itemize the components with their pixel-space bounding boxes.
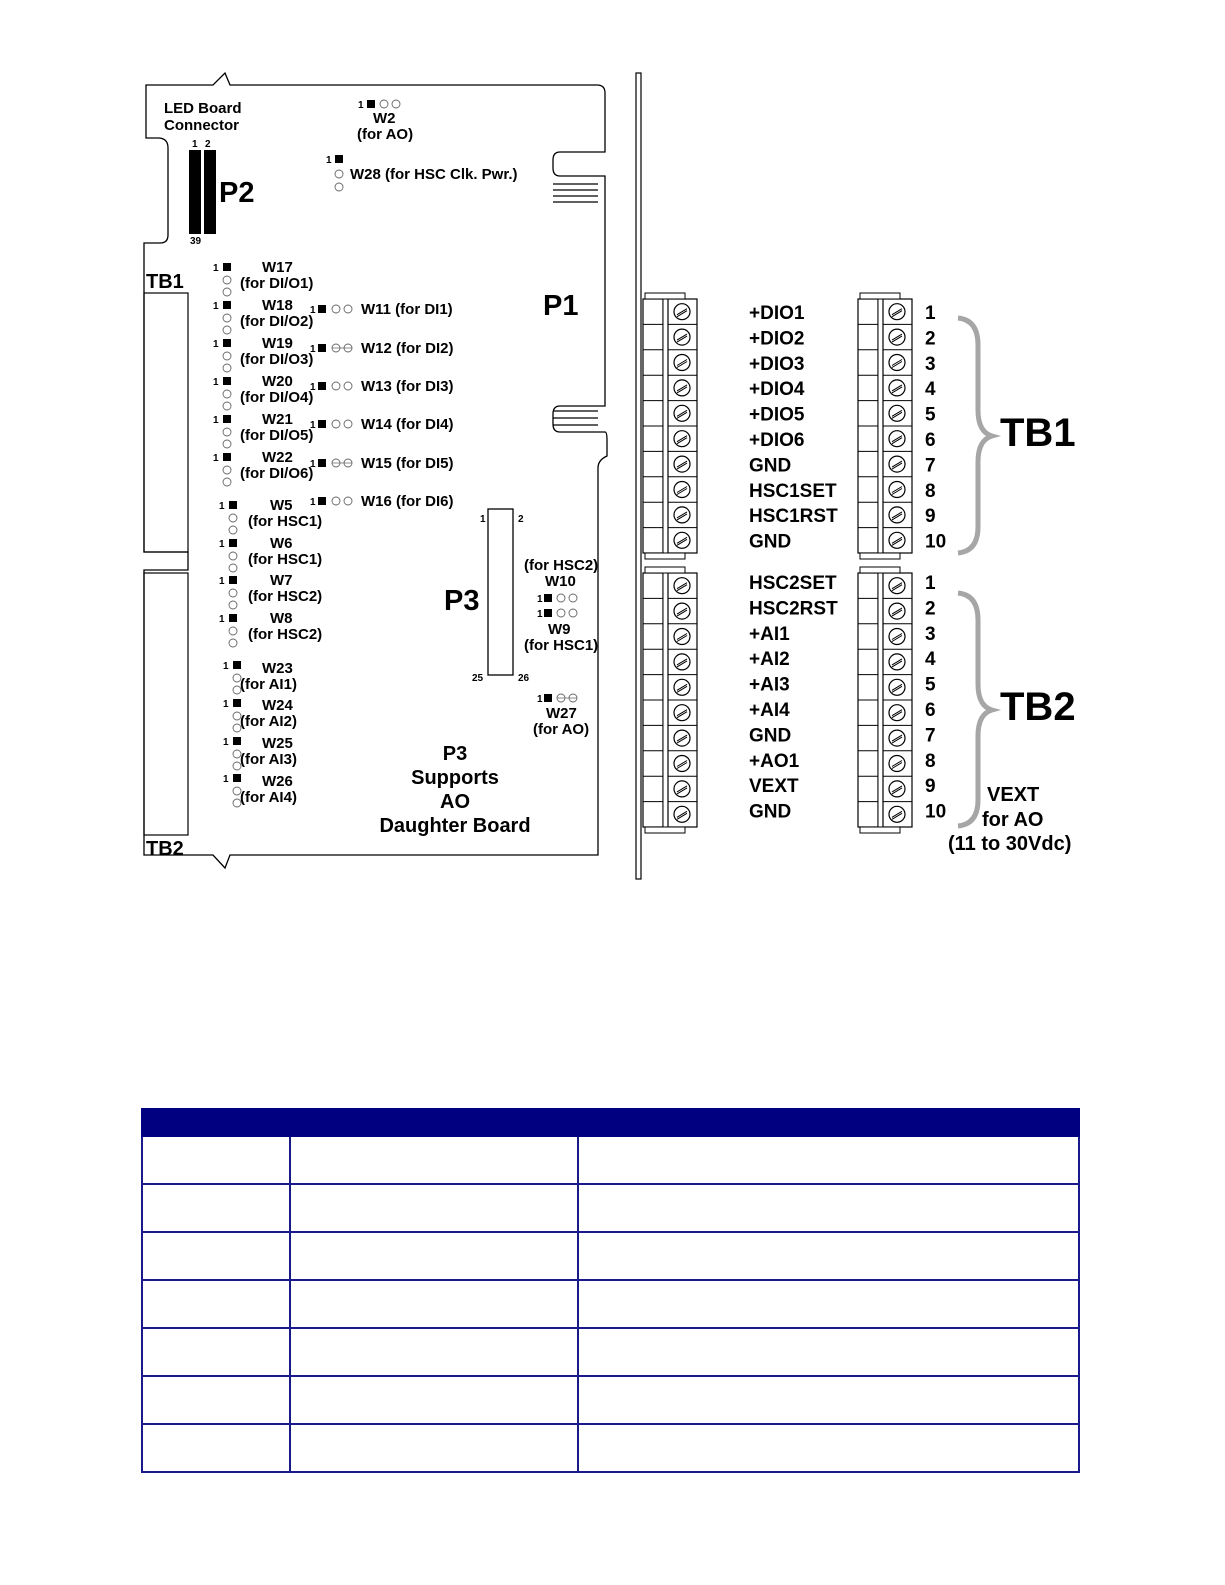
table-header-cell xyxy=(578,1109,1079,1136)
tb1-pin-number: 6 xyxy=(925,430,936,451)
jumper-pin-circle xyxy=(223,466,231,474)
table-cell xyxy=(290,1424,578,1472)
tb1-label: TB1 xyxy=(1000,411,1076,455)
side-rail xyxy=(636,73,641,879)
tb2-signal-label: VEXT xyxy=(749,776,799,798)
jumper-pin-circle xyxy=(332,382,340,390)
terminal-divider xyxy=(663,573,668,827)
jumper-pin-circle xyxy=(223,276,231,284)
jumper-label: W17 xyxy=(262,259,293,276)
p3-pin-26: 26 xyxy=(518,673,530,684)
table-cell xyxy=(578,1376,1079,1424)
jumper-pin-circle xyxy=(344,497,352,505)
jumper-pin1-label: 1 xyxy=(219,539,225,550)
table-cell xyxy=(290,1232,578,1280)
tb1-pin-number: 5 xyxy=(925,404,936,426)
p3-note-line1: P3 xyxy=(442,743,468,765)
tb2-signal-label: GND xyxy=(749,801,792,823)
jumper-pin-circle xyxy=(223,288,231,296)
tb2-pin-number: 1 xyxy=(925,573,936,594)
p2-pin-1: 1 xyxy=(192,139,198,150)
w9-label: W9 xyxy=(548,621,571,638)
tb1-signal-label: GND xyxy=(749,531,792,553)
w10-label: W10 xyxy=(545,573,576,590)
terminal-bottom-tab xyxy=(860,827,900,833)
table-cell xyxy=(290,1376,578,1424)
p3-note-line4: Daughter Board xyxy=(379,815,531,837)
terminal-divider xyxy=(878,573,883,827)
jumper-note: (for DI/O4) xyxy=(240,389,314,406)
jumper-pin-square xyxy=(318,497,326,505)
table-cell xyxy=(578,1424,1079,1472)
p2-pin-2: 2 xyxy=(205,139,211,150)
jumper-label: W5 xyxy=(270,497,293,514)
tb2-signal-label: +AI1 xyxy=(749,623,790,645)
jumper-pin-circle xyxy=(223,428,231,436)
tb1-signal-label: +DIO1 xyxy=(749,303,805,324)
jumper-pin-circle xyxy=(229,601,237,609)
table-cell xyxy=(142,1136,290,1184)
table-row xyxy=(142,1232,1079,1280)
jumper-pin-circle xyxy=(229,589,237,597)
w28-pin1: 1 xyxy=(326,155,332,166)
jumper-pin-square xyxy=(223,263,231,271)
jumper-pin1-label: 1 xyxy=(310,497,316,508)
signal-labels xyxy=(749,303,946,823)
jumper-pin1-label: 1 xyxy=(223,737,229,748)
p3-note-line3: AO xyxy=(440,791,470,813)
tb2-pin-number: 2 xyxy=(925,598,936,620)
jumper-pin-square xyxy=(318,459,326,467)
jumper-pin-circle xyxy=(332,420,340,428)
table-cell xyxy=(290,1184,578,1232)
jumper-label: W12 (for DI2) xyxy=(361,340,454,357)
jumper-pin1-label: 1 xyxy=(223,661,229,672)
jumper-pin1-label: 1 xyxy=(219,614,225,625)
tb2-signal-label: +AI4 xyxy=(749,700,790,721)
tb2-pin-number: 8 xyxy=(925,750,936,772)
jumper-pin1-label: 1 xyxy=(223,774,229,785)
jumper-pin-circle xyxy=(223,314,231,322)
jumper-pin1-label: 1 xyxy=(213,301,219,312)
jumper-label: W18 xyxy=(262,297,293,314)
jumper-note: (for AI2) xyxy=(240,713,297,730)
w9-pin1: 1 xyxy=(537,609,543,620)
jumper-label: W7 xyxy=(270,572,293,589)
p3-pin-2: 2 xyxy=(518,514,524,525)
jumper-note: (for HSC1) xyxy=(248,513,323,530)
jumper-pin-square xyxy=(233,699,241,707)
tb1-signal-label: HSC1RST xyxy=(749,506,838,528)
jumper-note: (for DI/O2) xyxy=(240,313,314,330)
table-header-cell xyxy=(290,1109,578,1136)
w28-label: W28 (for HSC Clk. Pwr.) xyxy=(350,166,518,183)
jumper-pin1-label: 1 xyxy=(213,339,219,350)
table-cell xyxy=(142,1280,290,1328)
tb2-signal-label: HSC2SET xyxy=(749,573,837,594)
jumper-label: W23 xyxy=(262,660,293,677)
jumper-note: (for AI3) xyxy=(240,751,297,768)
jumper-pin-circle xyxy=(223,364,231,372)
jumper-label: W6 xyxy=(270,535,293,552)
jumper-pin-circle xyxy=(229,514,237,522)
w2-note: (for AO) xyxy=(357,126,414,143)
jumper-label: W21 xyxy=(262,411,293,428)
jumper-label: W15 (for DI5) xyxy=(361,455,454,472)
table-cell xyxy=(578,1280,1079,1328)
jumper-pin1-label: 1 xyxy=(219,576,225,587)
jumper-pin-square xyxy=(318,420,326,428)
jumper-note: (for DI/O3) xyxy=(240,351,314,368)
p2-label: P2 xyxy=(219,177,255,209)
tb1-pin-number: 4 xyxy=(925,379,936,401)
w2-pin1: 1 xyxy=(358,100,364,111)
jumper-note: (for HSC2) xyxy=(248,626,323,643)
jumper-pin-square xyxy=(223,415,231,423)
tb2-board-label: TB2 xyxy=(146,838,184,860)
w9-note: (for HSC1) xyxy=(524,637,599,654)
jumper-pin-square xyxy=(229,539,237,547)
tb2-pin-number: 6 xyxy=(925,700,936,721)
table-cell xyxy=(290,1280,578,1328)
p3-note-line2: Supports xyxy=(411,767,499,789)
jumper-pin1-label: 1 xyxy=(213,377,219,388)
jumper-pin-square xyxy=(223,377,231,385)
jumper-note: (for AI1) xyxy=(240,676,297,693)
p2-connector xyxy=(189,150,201,234)
tb1-bracket xyxy=(958,318,992,553)
p3-pin-1: 1 xyxy=(480,514,486,525)
table-cell xyxy=(578,1328,1079,1376)
mid-jumper-group xyxy=(310,301,454,510)
jumper-note: (for DI/O6) xyxy=(240,465,314,482)
tb1-pin-number: 10 xyxy=(925,531,947,553)
tb1-pin-number: 9 xyxy=(925,506,936,528)
tb2-slot xyxy=(144,573,188,835)
w10-pin1: 1 xyxy=(537,594,543,605)
w27-label: W27 xyxy=(546,705,577,722)
table-cell xyxy=(578,1232,1079,1280)
jumper-pin-square xyxy=(229,501,237,509)
jumper-label: W16 (for DI6) xyxy=(361,493,454,510)
vext-note-line2: for AO xyxy=(982,809,1044,831)
jumper-pin-circle xyxy=(344,420,352,428)
tb1-signal-label: +DIO5 xyxy=(749,404,805,426)
jumper-pin-circle xyxy=(223,440,231,448)
table-cell xyxy=(142,1232,290,1280)
jumper-pin-circle xyxy=(229,552,237,560)
jumper-pin-circle xyxy=(332,497,340,505)
jumper-label: W24 xyxy=(262,697,293,714)
table-cell xyxy=(142,1424,290,1472)
jumper-pin-circle xyxy=(229,564,237,572)
tb1-pin-number: 7 xyxy=(925,455,936,477)
tb1-pin-number: 3 xyxy=(925,353,936,375)
jumper-label: W14 (for DI4) xyxy=(361,416,454,433)
jumper-pin-square xyxy=(223,339,231,347)
tb2-pin-number: 10 xyxy=(925,801,947,823)
led-connector-line1: LED Board xyxy=(164,100,242,117)
tb2-signal-label: HSC2RST xyxy=(749,598,838,620)
jumper-pin1-label: 1 xyxy=(310,344,316,355)
table-cell xyxy=(578,1184,1079,1232)
tb1-signal-label: HSC1SET xyxy=(749,480,837,502)
vext-note-line3: (11 to 30Vdc) xyxy=(948,833,1072,855)
tb1-signal-label: +DIO6 xyxy=(749,430,805,451)
terminal-top-tab xyxy=(645,293,685,299)
table-cell xyxy=(578,1136,1079,1184)
terminal-divider xyxy=(878,299,883,553)
jumper-pin1-label: 1 xyxy=(310,420,316,431)
jumper-pin1-label: 1 xyxy=(310,459,316,470)
table-row xyxy=(142,1376,1079,1424)
jumper-label: W19 xyxy=(262,335,293,352)
jumper-pin-circle xyxy=(223,402,231,410)
terminal-bottom-tab xyxy=(645,553,685,559)
jumper-table xyxy=(141,1108,1080,1473)
p3-pin-25: 25 xyxy=(472,673,484,684)
tb2-pin-number: 4 xyxy=(925,649,936,671)
jumper-pin-circle xyxy=(223,352,231,360)
table-header-cell xyxy=(142,1109,290,1136)
jumper-label: W11 (for DI1) xyxy=(361,301,453,318)
led-connector-line2: Connector xyxy=(164,117,239,134)
jumper-label: W13 (for DI3) xyxy=(361,378,454,395)
jumper-pin-square xyxy=(229,614,237,622)
p2-pin-39: 39 xyxy=(190,236,202,247)
terminal-top-tab xyxy=(645,567,685,573)
jumper-label: W26 xyxy=(262,773,293,790)
terminal-divider xyxy=(663,299,668,553)
terminal-top-tab xyxy=(860,293,900,299)
w10-note: (for HSC2) xyxy=(524,557,599,574)
tb1-pin-number: 8 xyxy=(925,480,936,502)
p1-label: P1 xyxy=(543,290,579,322)
terminal-top-tab xyxy=(860,567,900,573)
jumper-label: W8 xyxy=(270,610,293,627)
tb2-pin-number: 5 xyxy=(925,674,936,696)
table-cell xyxy=(290,1328,578,1376)
jumper-pin-circle xyxy=(223,478,231,486)
terminal-bottom-tab xyxy=(860,553,900,559)
jumper-pin-square xyxy=(233,737,241,745)
w27-note: (for AO) xyxy=(533,721,590,738)
jumper-pin-circle xyxy=(229,526,237,534)
tb2-label: TB2 xyxy=(1000,685,1076,729)
jumper-note: (for HSC2) xyxy=(248,588,323,605)
w27-pin1: 1 xyxy=(537,694,543,705)
jumper-pin-square xyxy=(229,576,237,584)
tb2-signal-label: +AI2 xyxy=(749,649,790,671)
jumper-pin-square xyxy=(318,382,326,390)
table-cell xyxy=(142,1376,290,1424)
jumper-pin-circle xyxy=(229,639,237,647)
jumper-pin-square xyxy=(233,661,241,669)
table-cell xyxy=(142,1184,290,1232)
jumper-pin-circle xyxy=(332,305,340,313)
tb1-signal-label: GND xyxy=(749,455,792,477)
jumper-pin1-label: 1 xyxy=(213,415,219,426)
tb2-pin-number: 7 xyxy=(925,725,936,747)
jumper-pin-square xyxy=(233,774,241,782)
tb2-signal-label: +AO1 xyxy=(749,750,800,772)
jumper-pin1-label: 1 xyxy=(223,699,229,710)
jumper-pin-circle xyxy=(229,627,237,635)
table-row xyxy=(142,1136,1079,1184)
jumper-pin1-label: 1 xyxy=(213,453,219,464)
jumper-pin-circle xyxy=(223,390,231,398)
table-cell xyxy=(290,1136,578,1184)
table-row xyxy=(142,1424,1079,1472)
p3-connector xyxy=(488,509,513,675)
p3-label: P3 xyxy=(444,585,480,617)
tb2-pin-number: 3 xyxy=(925,623,936,645)
table-row xyxy=(142,1328,1079,1376)
table-header-row xyxy=(142,1109,1079,1136)
table-row xyxy=(142,1184,1079,1232)
jumper-pin1-label: 1 xyxy=(310,382,316,393)
terminal-bottom-tab xyxy=(645,827,685,833)
table-row xyxy=(142,1280,1079,1328)
left-jumper-group xyxy=(213,259,322,807)
jumper-pin-square xyxy=(318,344,326,352)
w2-label: W2 xyxy=(373,110,396,127)
table-cell xyxy=(142,1328,290,1376)
tb1-slot xyxy=(144,293,188,552)
tb2-signal-label: +AI3 xyxy=(749,674,790,696)
tb2-pin-number: 9 xyxy=(925,776,936,798)
jumper-label: W22 xyxy=(262,449,293,466)
jumper-label: W25 xyxy=(262,735,293,752)
vext-note-line1: VEXT xyxy=(987,784,1040,806)
tb1-signal-label: +DIO3 xyxy=(749,353,805,375)
jumper-pin-circle xyxy=(344,382,352,390)
jumper-pin1-label: 1 xyxy=(213,263,219,274)
tb1-signal-label: +DIO4 xyxy=(749,379,805,401)
tb1-pin-number: 1 xyxy=(925,303,936,324)
jumper-pin-square xyxy=(318,305,326,313)
jumper-pin-circle xyxy=(344,305,352,313)
tb1-board-label: TB1 xyxy=(146,271,184,293)
jumper-note: (for AI4) xyxy=(240,789,297,806)
jumper-note: (for HSC1) xyxy=(248,551,323,568)
jumper-pin-square xyxy=(223,301,231,309)
jumper-pin-circle xyxy=(223,326,231,334)
jumper-pin1-label: 1 xyxy=(310,305,316,316)
tb1-signal-label: +DIO2 xyxy=(749,328,805,350)
jumper-pin1-label: 1 xyxy=(219,501,225,512)
tb2-signal-label: GND xyxy=(749,725,792,747)
jumper-note: (for DI/O5) xyxy=(240,427,314,444)
tb1-pin-number: 2 xyxy=(925,328,936,350)
jumper-pin-square xyxy=(223,453,231,461)
jumper-label: W20 xyxy=(262,373,293,390)
jumper-note: (for DI/O1) xyxy=(240,275,314,292)
